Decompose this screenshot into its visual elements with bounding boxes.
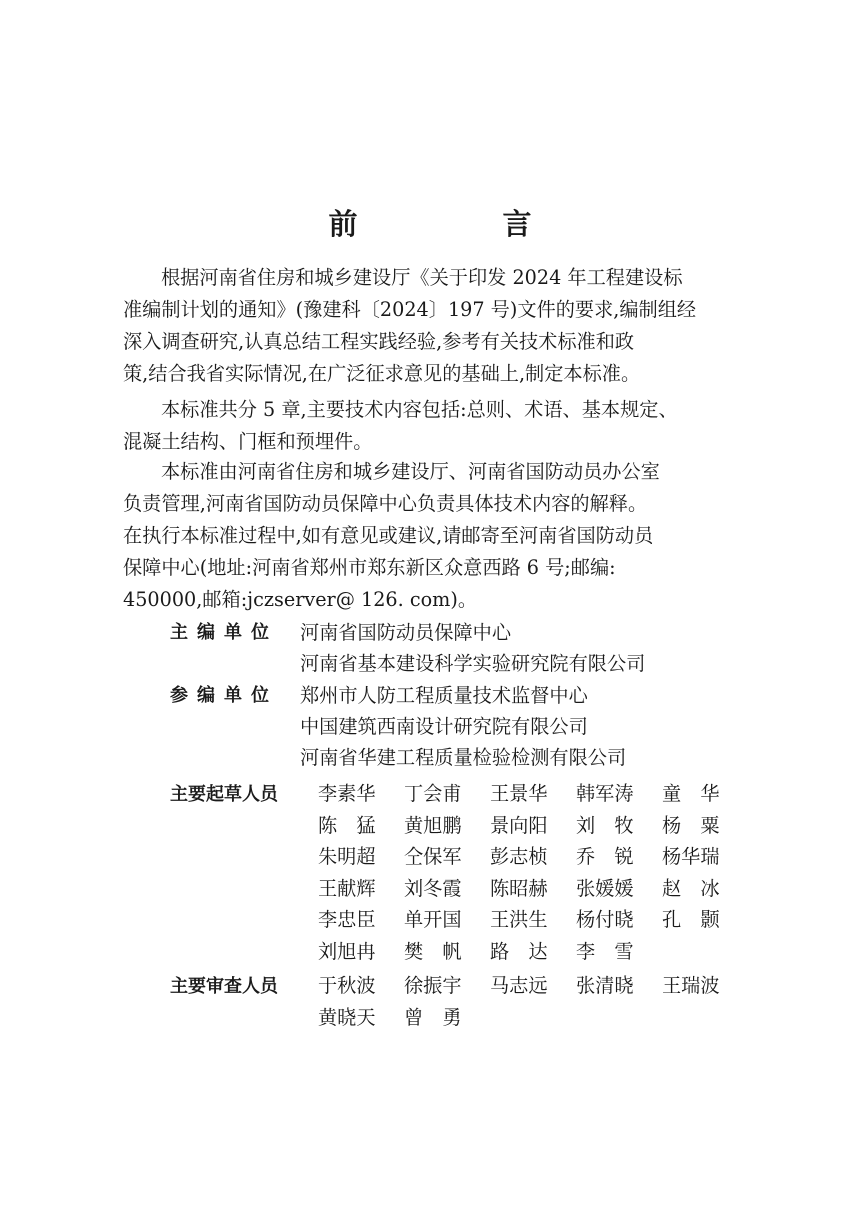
person-name: 刘 牧 <box>576 813 634 837</box>
person-name: 樊 帆 <box>404 939 462 963</box>
person-name: 王瑞波 <box>662 974 720 998</box>
page-title: 前 言 <box>328 207 590 241</box>
person-name: 徐振宇 <box>404 974 462 998</box>
person-name: 朱明超 <box>318 845 376 869</box>
participating-units-label: 参编单位 <box>170 685 278 706</box>
person-name: 黄晓天 <box>318 1005 376 1029</box>
person-name: 赵 冰 <box>662 876 720 900</box>
paragraph-3 <box>123 456 743 616</box>
reviewers-label: 主要审查人员 <box>170 975 278 997</box>
paragraph-line: 混凝土结构、门框和预埋件。 <box>123 430 373 453</box>
paragraph-line: 根据河南省住房和城乡建设厅《关于印发 2024 年工程建设标 <box>161 266 683 289</box>
person-name: 王洪生 <box>490 908 548 932</box>
paragraph-2 <box>123 394 743 458</box>
person-name: 杨付晓 <box>576 908 634 932</box>
person-name: 单开国 <box>404 908 462 932</box>
person-name: 陈昭赫 <box>490 876 548 900</box>
chief-unit: 河南省国防动员保障中心 <box>300 621 512 644</box>
paragraph-line: 策,结合我省实际情况,在广泛征求意见的基础上,制定本标准。 <box>123 362 641 385</box>
person-name: 童 华 <box>662 782 720 806</box>
person-name: 李忠臣 <box>318 908 376 932</box>
person-name: 彭志桢 <box>490 845 548 869</box>
participating-unit: 河南省华建工程质量检验检测有限公司 <box>300 746 627 769</box>
person-name: 陈 猛 <box>318 813 376 837</box>
person-name: 景向阳 <box>490 813 548 837</box>
person-name: 韩军涛 <box>576 782 634 806</box>
participating-unit: 中国建筑西南设计研究院有限公司 <box>300 715 588 738</box>
chief-units-block <box>170 617 750 679</box>
person-name: 丁会甫 <box>404 782 462 806</box>
paragraph-1 <box>123 262 743 390</box>
paragraph-line: 负责管理,河南省国防动员保障中心负责具体技术内容的解释。 <box>123 492 648 515</box>
person-name: 张清晓 <box>576 974 634 998</box>
paragraph-line: 本标准由河南省住房和城乡建设厅、河南省国防动员办公室 <box>161 460 660 483</box>
paragraph-line: 450000,邮箱:jczserver@ 126. com)。 <box>123 588 478 611</box>
person-name: 李素华 <box>318 782 376 806</box>
person-name: 杨 粟 <box>662 813 720 837</box>
paragraph-line: 在执行本标准过程中,如有意见或建议,请邮寄至河南省国防动员 <box>123 524 654 547</box>
paragraph-line: 本标准共分 5 章,主要技术内容包括:总则、术语、基本规定、 <box>161 398 678 421</box>
person-name: 孔 颢 <box>662 908 720 932</box>
paragraph-line: 准编制计划的通知》(豫建科〔2024〕197 号)文件的要求,编制组经 <box>123 298 697 321</box>
chief-units-label: 主编单位 <box>170 622 278 643</box>
person-name: 王献辉 <box>318 876 376 900</box>
person-name: 乔 锐 <box>576 845 634 869</box>
person-name: 王景华 <box>490 782 548 806</box>
participating-units-block <box>170 680 750 773</box>
participating-unit: 郑州市人防工程质量技术监督中心 <box>300 684 588 707</box>
person-name: 杨华瑞 <box>662 845 720 869</box>
person-name: 于秋波 <box>318 974 376 998</box>
reviewers-block <box>170 969 748 1032</box>
person-name: 路 达 <box>490 939 548 963</box>
person-name: 刘旭冉 <box>318 939 376 963</box>
person-name: 刘冬霞 <box>404 876 462 900</box>
person-name: 李 雪 <box>576 939 634 963</box>
paragraph-line: 深入调查研究,认真总结工程实践经验,参考有关技术标准和政 <box>123 330 635 353</box>
paragraph-line: 保障中心(地址:河南省郑州市郑东新区众意西路 6 号;邮编: <box>123 556 616 579</box>
person-name: 张媛媛 <box>576 876 634 900</box>
person-name: 曾 勇 <box>404 1005 462 1029</box>
person-name: 仝保军 <box>404 845 462 869</box>
person-name: 黄旭鹏 <box>404 813 462 837</box>
person-name: 马志远 <box>490 974 548 998</box>
drafters-block <box>170 777 748 966</box>
drafters-label: 主要起草人员 <box>170 783 278 805</box>
chief-unit: 河南省基本建设科学实验研究院有限公司 <box>300 652 646 675</box>
